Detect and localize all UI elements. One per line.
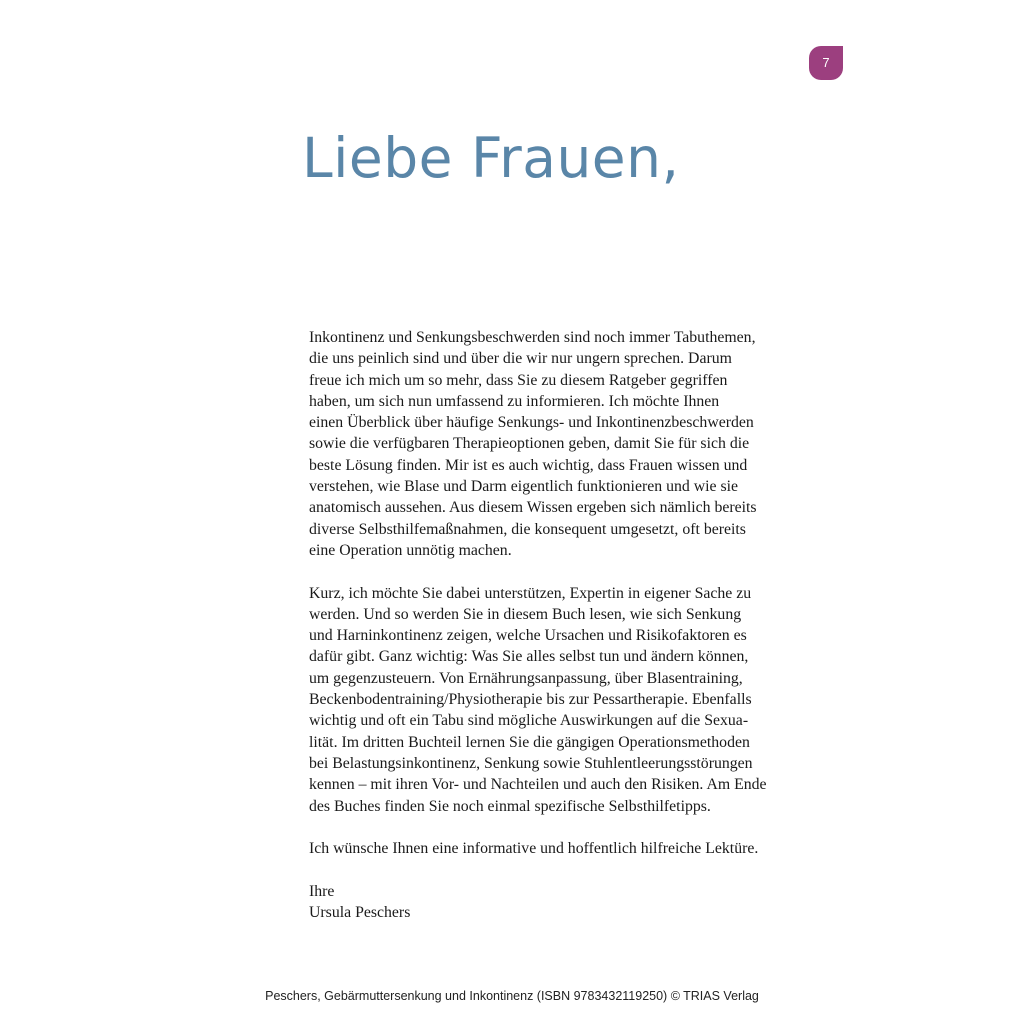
text-line: werden. Und so werden Sie in diesem Buch lesen, wie sich Senkung: [309, 605, 742, 623]
paragraph: [309, 327, 809, 561]
paragraph: [309, 583, 809, 817]
text-line: anatomisch aussehen. Aus diesem Wissen ergeben sich nämlich bereits: [309, 499, 757, 517]
text-line: freue ich mich um so mehr, dass Sie zu diesem Ratgeber gegriffen: [309, 371, 728, 389]
text-line: beste Lösung finden. Mir ist es auch wichtig, dass Frauen wissen und: [309, 456, 748, 474]
page-number-badge: 7: [809, 46, 843, 80]
text-line: diverse Selbsthilfemaßnahmen, die konsequent umgesetzt, oft bereits: [309, 520, 746, 538]
text-line: die uns peinlich sind und über die wir nur ungern sprechen. Darum: [309, 350, 732, 368]
body-text: [309, 327, 809, 923]
text-line: des Buches finden Sie noch einmal spezifische Selbsthilfetipps.: [309, 797, 711, 815]
text-line: Ursula Peschers: [309, 904, 411, 922]
text-line: bei Belastungsinkontinenz, Senkung sowie Stuhlentleerungsstörungen: [309, 754, 753, 772]
text-line: eine Operation unnötig machen.: [309, 541, 512, 559]
text-line: lität. Im dritten Buchteil lernen Sie die gängigen Operationsmethoden: [309, 733, 750, 751]
text-line: Inkontinenz und Senkungsbeschwerden sind noch immer Tabuthemen,: [309, 329, 756, 346]
text-line: wichtig und oft ein Tabu sind mögliche Auswirkungen auf die Sexua-: [309, 712, 749, 730]
text-line: kennen – mit ihren Vor- und Nachteilen und auch den Risiken. Am Ende: [309, 776, 767, 794]
text-line: und Harninkontinenz zeigen, welche Ursachen und Risikofaktoren es: [309, 627, 747, 645]
text-line: Ich wünsche Ihnen eine informative und hoffentlich hilfreiche Lektüre.: [309, 840, 759, 858]
text-line: einen Überblick über häufige Senkungs- und Inkontinenzbeschwerden: [309, 414, 754, 432]
text-line: haben, um sich nun umfassend zu informieren. Ich möchte Ihnen: [309, 392, 720, 410]
text-line: sowie die verfügbaren Therapieoptionen geben, damit Sie für sich die: [309, 435, 750, 453]
text-line: Ihre: [309, 882, 335, 900]
text-line: verstehen, wie Blase und Darm eigentlich funktionieren und wie sie: [309, 478, 739, 496]
paragraph: [309, 838, 809, 859]
page-heading: Liebe Frauen,: [302, 126, 680, 190]
text-line: Beckenbodentraining/Physiotherapie bis zur Pessartherapie. Ebenfalls: [309, 691, 752, 709]
text-line: um gegenzusteuern. Von Ernährungsanpassung, über Blasentraining,: [309, 669, 743, 687]
text-line: dafür gibt. Ganz wichtig: Was Sie alles selbst tun und ändern können,: [309, 648, 749, 666]
text-line: Kurz, ich möchte Sie dabei unterstützen, Expertin in eigener Sache zu: [309, 584, 752, 602]
page-footer: Peschers, Gebärmuttersenkung und Inkontinenz (ISBN 9783432119250) © TRIAS Verlag: [265, 989, 759, 1003]
paragraph: [309, 881, 809, 924]
